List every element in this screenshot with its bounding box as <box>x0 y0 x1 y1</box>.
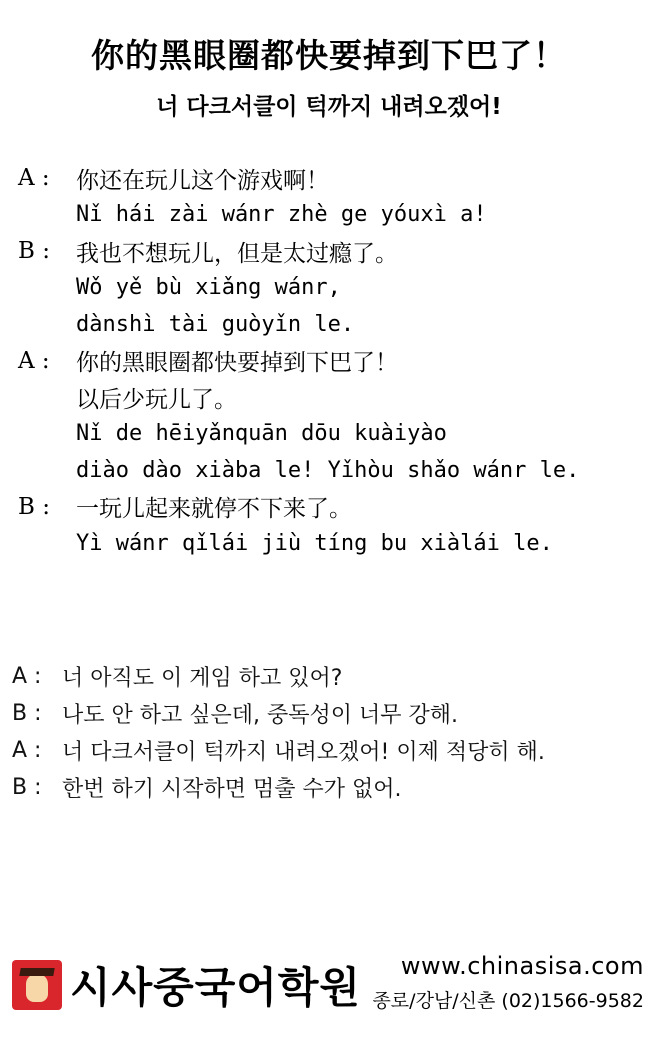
brand-logo <box>12 955 361 1015</box>
dialogue-line <box>18 270 648 307</box>
translation-line <box>12 732 652 769</box>
dialogue-line <box>18 379 648 416</box>
dialogue-line <box>18 343 648 380</box>
korean-translation <box>12 658 652 806</box>
pinyin-text: Yì wánr qǐlái jiù tíng bu xiàlái le. <box>76 530 553 556</box>
chinese-text: 你还在玩儿这个游戏啊！ <box>76 167 329 194</box>
speaker-label: B : <box>12 701 42 726</box>
dialogue-line <box>18 306 648 343</box>
chinese-text: 你的黑眼圈都快要掉到下巴了！ <box>76 350 398 377</box>
dialogue-block <box>18 160 648 562</box>
pinyin-text: dànshì tài guòyǐn le. <box>76 311 355 337</box>
speaker-label: A : <box>18 347 50 374</box>
pinyin-text: Wǒ yě bù xiǎng wánr, <box>76 275 341 301</box>
speaker-label: B : <box>18 493 50 520</box>
translation-text: 너 아직도 이 게임 하고 있어? <box>62 666 343 691</box>
speaker-label: A : <box>12 738 42 763</box>
contact-info <box>372 952 644 1013</box>
website-link[interactable]: www.chinasisa.com <box>400 952 644 980</box>
dialogue-line <box>18 233 648 270</box>
translation-line <box>12 769 652 806</box>
pinyin-text: Nǐ de hēiyǎnquān dōu kuàiyào <box>76 421 447 447</box>
chinese-text: 一玩儿起来就停不下来了。 <box>76 496 352 523</box>
dialogue-line <box>18 452 648 489</box>
translation-text: 나도 안 하고 싶은데, 중독성이 너무 강해. <box>62 703 458 728</box>
branch-phone: 종로/강남/신촌 (02)1566-9582 <box>372 990 644 1012</box>
dialogue-line <box>18 525 648 562</box>
translation-line <box>12 658 652 695</box>
dialogue-line <box>18 197 648 234</box>
speaker-label: A : <box>18 165 50 192</box>
page-title: 你的黑眼圈都快要掉到下巴了！ <box>91 36 567 75</box>
dialogue-line <box>18 489 648 526</box>
pinyin-text: diào dào xiàba le! Yǐhòu shǎo wánr le. <box>76 457 580 483</box>
chinese-text: 以后少玩儿了。 <box>76 386 237 413</box>
speaker-label: B : <box>12 775 42 800</box>
speaker-label: B : <box>18 238 50 265</box>
page-subtitle: 너 다크서클이 턱까지 내려오겠어! <box>156 94 502 120</box>
brand-name: 시사중국어학원 <box>70 963 362 1012</box>
chinese-text: 我也不想玩儿，但是太过瘾了。 <box>76 240 398 267</box>
dialogue-line <box>18 160 648 197</box>
pinyin-text: Nǐ hái zài wánr zhè ge yóuxì a! <box>76 202 487 228</box>
translation-text: 한번 하기 시작하면 멈출 수가 없어. <box>62 777 402 802</box>
dialogue-line <box>18 416 648 453</box>
speaker-label: A : <box>12 664 42 689</box>
translation-text: 너 다크서클이 턱까지 내려오겠어! 이제 적당히 해. <box>62 740 545 765</box>
translation-line <box>12 695 652 732</box>
graduate-logo-icon <box>12 960 62 1010</box>
